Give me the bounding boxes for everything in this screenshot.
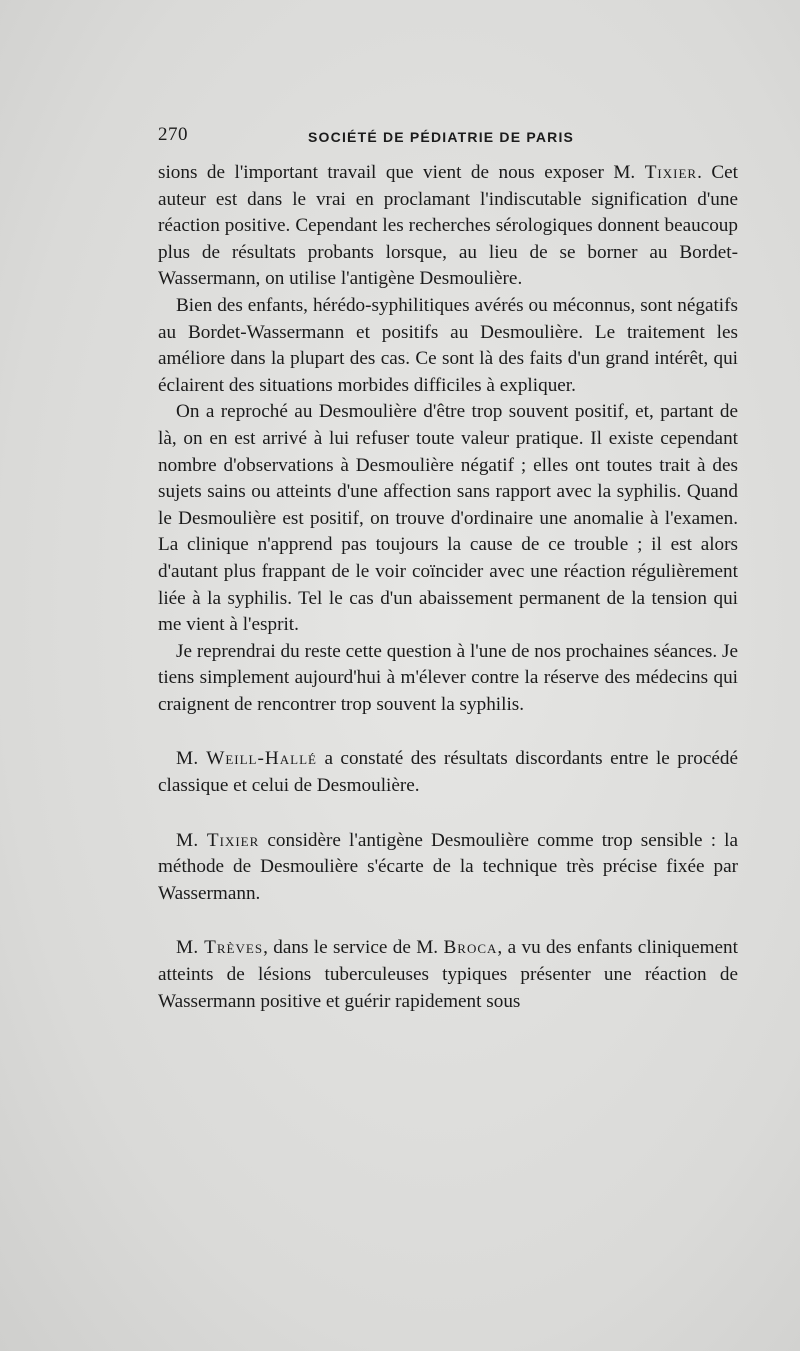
name-broca: Broca [443,937,498,959]
paragraph-1-text-a: sions de l'important travail que vient de nous exposer M. [158,162,645,183]
paragraph-1 [158,160,738,293]
paragraph-7 [158,935,738,1015]
paragraph-3: On a reproché au Desmoulière d'être trop souvent positif, et, partant de là, on en est arrivé à lui refuser toute valeur pratique. Il existe cependant nombre d'observations à Desmoulière négatif ; elles ont toutes trait à des sujets sains ou atteints d'une affection sans rapport avec la syphilis. Quand le Desmoulière est positif, on trouve d'ordinaire une anomalie à l'examen. La clinique n'apprend pas toujours la cause de ce trouble ; il est alors d'autant plus frappant de le voir coïncider avec une réaction régulièrement liée à la syphilis. Tel le cas d'un abaissement permanent de la tension qui me vient à l'esprit. [158,401,738,636]
page-number: 270 [158,124,188,145]
running-head: SOCIÉTÉ DE PÉDIATRIE DE PARIS [308,129,575,145]
paragraph-2: Bien des enfants, hérédo-syphilitiques avérés ou méconnus, sont négatifs au Bordet-Wassermann et positifs au Desmoulière. Le traitement les améliore dans la plupart des cas. Ce sont là des faits d'un grand intérêt, qui éclairent des situations morbides difficiles à expliquer. [158,294,738,396]
body-text [158,160,738,1015]
paragraph-7-text-b: , a vu des enfants cliniquement atteints de lésions tuberculeuses typiques présenter une réaction de Wassermann positive et guérir rapidement sous [158,937,738,1012]
paragraph-6-prefix: M. [176,829,207,851]
author-name-tixier: Tixier [644,162,698,183]
paragraph-7-text-a: , dans le service de M. [263,937,444,959]
paragraph-6 [158,828,738,908]
paragraph-6-text: considère l'antigène Desmoulière comme trop sensible : la méthode de Desmoulière s'écarte de la technique très précise fixée par Wassermann. [158,829,738,904]
speaker-name-treves: Trèves [204,937,264,959]
paragraph-5-prefix: M. [176,748,207,770]
speaker-name-tixier: Tixier [206,829,260,851]
paragraph-5-text: a constaté des résultats discordants entre le procédé classique et celui de Desmoulière. [158,748,738,797]
paragraph-7-prefix: M. [176,937,205,959]
paragraph-4: Je reprendrai du reste cette question à l'une de nos prochaines séances. Je tiens simplement aujourd'hui à m'élever contre la réserve des médecins qui craignent de rencontrer trop souvent la syphilis. [158,640,738,715]
paragraph-1-text-b: . Cet auteur est dans le vrai en proclamant l'indiscutable signification d'une réaction positive. Cependant les recherches sérologiques donnent beaucoup plus de résultats probants lorsque, au lieu de se borner au Bordet-Wassermann, on utilise l'antigène Desmoulière. [158,162,738,290]
page-header [158,124,738,154]
speaker-name-weill-halle: Weill-Hallé [206,748,317,770]
paragraph-5 [158,746,738,799]
